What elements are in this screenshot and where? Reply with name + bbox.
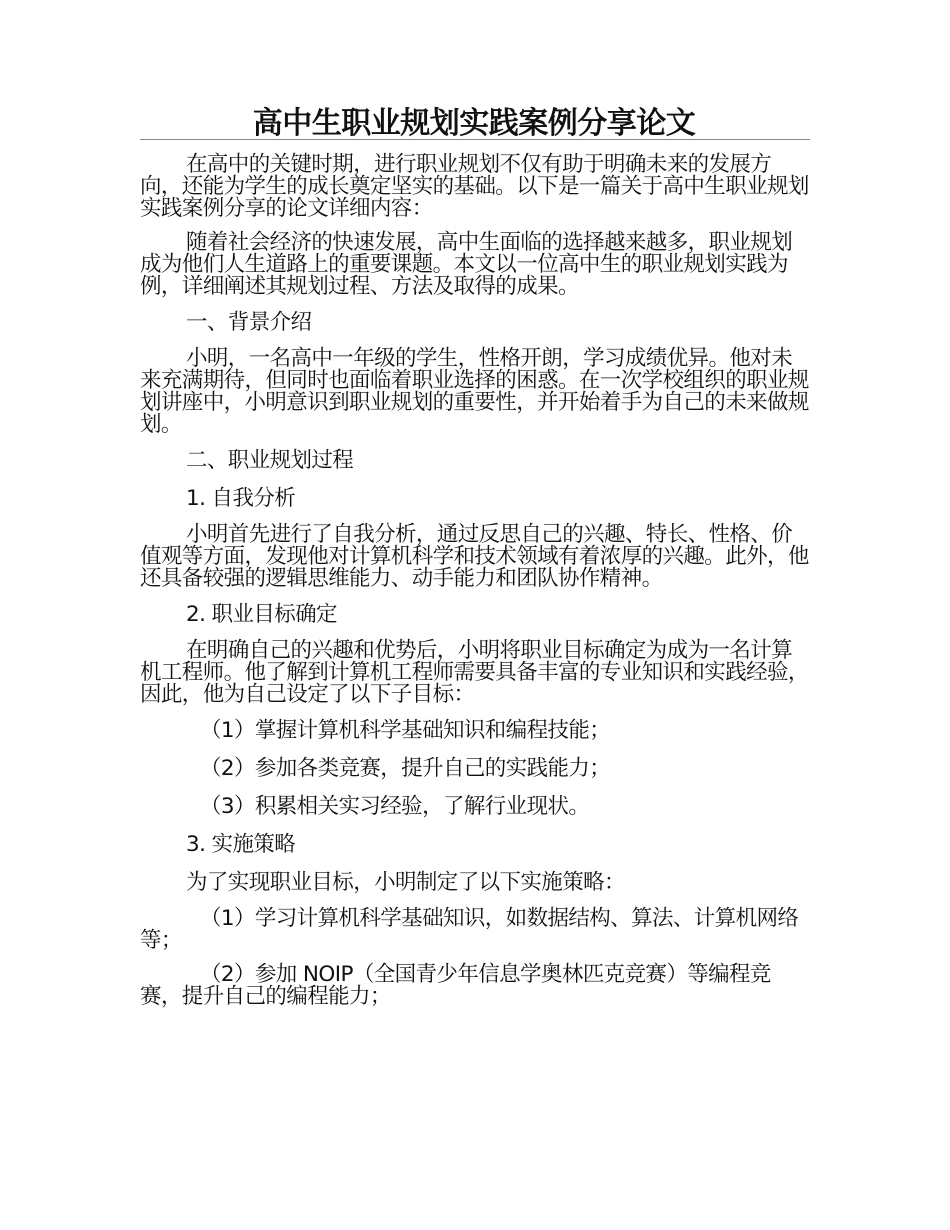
strategy-item: （2）参加 NOIP（全国青少年信息学奥林匹克竞赛）等编程竞赛，提升自己的编程能力； [140, 962, 771, 1009]
section-heading-background: 一、背景介绍 [186, 310, 312, 335]
section-heading-process: 二、职业规划过程 [186, 448, 354, 473]
document-body [140, 154, 810, 1020]
strategy-lead: 为了实现职业目标，小明制定了以下实施策略： [186, 870, 625, 895]
self-analysis-paragraph: 小明首先进行了自我分析，通过反思自己的兴趣、特长、性格、价值观等方面，发现他对计算机科学和技术领域有着浓厚的兴趣。此外，他还具备较强的逻辑思维能力、动手能力和团队协作精神。 [140, 522, 809, 591]
subheading-career-goal: 2. 职业目标确定 [186, 602, 337, 627]
intro-paragraph: 在高中的关键时期，进行职业规划不仅有助于明确未来的发展方向，还能为学生的成长奠定坚实的基础。以下是一篇关于高中生职业规划实践案例分享的论文详细内容： [140, 152, 809, 221]
goal-item: （1）掌握计算机科学基础知识和编程技能； [200, 718, 611, 743]
background-paragraph: 小明，一名高中一年级的学生，性格开朗，学习成绩优异。他对未来充满期待，但同时也面临着职业选择的困惑。在一次学校组织的职业规划讲座中，小明意识到职业规划的重要性，并开始着手为自己的未来做规划。 [140, 346, 809, 437]
goal-item: （3）积累相关实习经验，了解行业现状。 [200, 794, 590, 819]
strategy-item: （1）学习计算机科学基础知识，如数据结构、算法、计算机网络等； [140, 906, 799, 953]
document-title: 高中生职业规划实践案例分享论文 [252, 106, 696, 141]
subheading-strategy: 3. 实施策略 [186, 832, 296, 857]
title-underline [140, 139, 810, 140]
abstract-paragraph: 随着社会经济的快速发展，高中生面临的选择越来越多，职业规划成为他们人生道路上的重要课题。本文以一位高中生的职业规划实践为例，详细阐述其规划过程、方法及取得的成果。 [140, 230, 793, 299]
subheading-self-analysis: 1. 自我分析 [186, 486, 296, 511]
goal-item: （2）参加各类竞赛，提升自己的实践能力； [200, 756, 611, 781]
career-goal-paragraph: 在明确自己的兴趣和优势后，小明将职业目标确定为成为一名计算机工程师。他了解到计算机工程师需要具备丰富的专业知识和实践经验，因此，他为自己设定了以下子目标： [140, 638, 809, 707]
